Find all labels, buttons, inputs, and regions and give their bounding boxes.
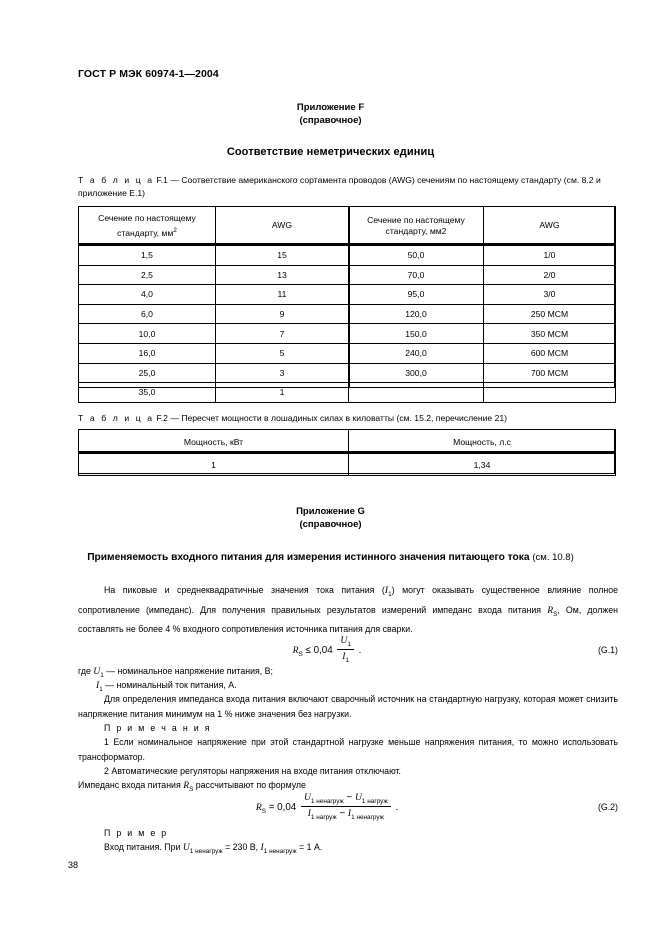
table-f1-cell [484, 383, 616, 403]
table-f1-cell: 70,0 [349, 265, 484, 285]
table-f2-caption-label: Т а б л и ц а [78, 413, 155, 423]
annex-g-name: Приложение G [296, 506, 365, 517]
where-i-var: I [96, 680, 100, 691]
where-u-var: U [93, 666, 101, 677]
formula-g1-operator: ≤ [305, 645, 311, 656]
where-u-symbol [93, 666, 104, 677]
example-i-symbol [261, 842, 297, 853]
formula-g2-num-right-var: U [354, 792, 362, 803]
table-f1-cell: 15 [216, 246, 349, 266]
example-u-var: U [182, 842, 190, 853]
where-u-text: — номинальное напряжение питания, В; [106, 666, 273, 676]
example-heading-row [78, 826, 618, 841]
formula-g1-numerator [337, 635, 354, 650]
formula-g2-row [78, 793, 618, 827]
table-f1-caption [78, 174, 618, 199]
table-f1-cell: 1 [216, 383, 349, 403]
formula-g2-den-op: − [339, 807, 346, 819]
paragraph-1-part-c: , Ом, должен составлять не более 4 % входного сопротивления источника питания для сварки. [78, 604, 618, 634]
table-f1-cell: 7 [216, 324, 349, 344]
example-i-sub: 1 ненагруж [263, 847, 297, 855]
table-f2-cell: 1 [79, 454, 349, 476]
table-f1-cell: 95,0 [349, 285, 484, 305]
table-f1-row [79, 304, 616, 324]
where-i-symbol [96, 680, 103, 691]
notes-heading-row [78, 721, 618, 736]
table-f2-caption [78, 412, 618, 425]
impedance-intro-a: Импеданс входа питания [78, 780, 184, 790]
note-1 [78, 735, 618, 764]
formula-g2-lhs-sub: S [261, 807, 266, 815]
table-f1-header-cell-0 [79, 207, 216, 246]
annex-g-title [0, 552, 661, 563]
impedance-rs-symbol: $R_S$ [183, 780, 194, 793]
formula-g2-fraction [301, 792, 391, 821]
table-f1-cell: 4,0 [79, 285, 216, 305]
table-f1-row [79, 324, 616, 344]
table-f1-cell: 1,5 [79, 246, 216, 266]
formula-g2-num-left-var: U [303, 792, 311, 803]
formula-g2-numerator [301, 792, 391, 807]
formula-g2-lhs-var: R [255, 802, 262, 813]
annex-f-title: Соответствие неметрических единиц [226, 146, 435, 158]
table-f1-header-superscript: 2 [173, 226, 177, 234]
annex-f-name: Приложение F [296, 102, 365, 113]
table-f1-row [79, 363, 616, 383]
formula-g2-den-right-var: I [347, 807, 352, 819]
formula-g2-expression [256, 793, 398, 822]
example-text-a: Вход питания. При [104, 842, 183, 852]
formula-g1-denominator [337, 650, 354, 664]
table-f1-cell: 35,0 [79, 383, 216, 403]
formula-g2-trailing: . [395, 802, 399, 813]
formula-g2-lhs [256, 802, 266, 813]
table-f1-caption-label: Т а б л и ц а [78, 175, 155, 185]
paragraph-1-part-b: ) могут оказывать существенное влияние полное сопротивление (импеданс). Для получения правильных результатов измерений импеданс входа питания [78, 585, 618, 615]
table-f1-row [79, 383, 616, 403]
formula-g1-num-var: U [340, 635, 348, 646]
table-f1-cell: 700 MCM [484, 363, 616, 383]
table-f2-caption-text: — Пересчет мощности в лошадиных силах в киловатты (см. 15.2, перечисление 21) [170, 413, 508, 423]
table-f1-cell [349, 383, 484, 403]
table-f1-cell: 13 [216, 265, 349, 285]
formula-g1-number: (G.1) [597, 645, 618, 655]
table-f1-cell: 11 [216, 285, 349, 305]
formula-g1-body [78, 636, 576, 665]
table-f1-cell: 25,0 [79, 363, 216, 383]
annex-g-paragraph-1 [78, 583, 618, 637]
formula-g2-number: (G.2) [597, 802, 618, 812]
formula-g2-num-left-sub: 1 ненагруж [310, 797, 344, 805]
formula-g1-den-sub: 1 [345, 656, 350, 664]
table-f1-cell: 600 MCM [484, 343, 616, 363]
table-f1-cell: 10,0 [79, 324, 216, 344]
annex-f-kind: (справочное) [299, 115, 362, 126]
example-u-value: = 230 В, [222, 842, 261, 852]
table-f1-center-divider [348, 206, 350, 388]
where-i-sub: 1 [99, 685, 103, 693]
example-heading: П р и м е р [104, 828, 168, 838]
formula-g1-lhs-var: R [292, 645, 299, 656]
table-f1-cell: 3 [216, 363, 349, 383]
example-i-value: = 1 А. [296, 842, 323, 852]
table-f1-header-rule [78, 243, 615, 245]
table-f1-cell: 3/0 [484, 285, 616, 305]
table-f1-cell: 120,0 [349, 304, 484, 324]
annex-g-kind: (справочное) [299, 519, 362, 530]
annex-g-title-ref: (см. 10.8) [532, 552, 574, 563]
symbol-i1: $I_1$ [384, 585, 392, 598]
example-u-symbol [183, 842, 223, 853]
symbol-rs: $R_S$ [547, 604, 558, 618]
table-f1-row [79, 343, 616, 363]
table-f1-cell: 1/0 [484, 246, 616, 266]
table-f1-cell: 150,0 [349, 324, 484, 344]
notes-heading: П р и м е ч а н и я [104, 723, 212, 733]
table-f1-row [79, 246, 616, 266]
table-f1-header-text-0: Сечение по настоящему стандарту, мм [98, 213, 196, 238]
table-f1-cell: 240,0 [349, 343, 484, 363]
formula-g1-trailing: . [358, 645, 362, 656]
page-number: 38 [68, 860, 79, 870]
table-f1-cell: 5 [216, 343, 349, 363]
where-intro: где [78, 666, 91, 676]
formula-g2-den-left-var: I [307, 807, 311, 819]
example-i-var: I [260, 842, 264, 853]
formula-g2-den-right-sub: 1 ненагруж [351, 813, 384, 821]
formula-g1-num-sub: 1 [347, 640, 351, 648]
impedance-intro-b: рассчитывают по формуле [193, 780, 306, 790]
formula-g2-body [78, 793, 576, 822]
table-f1 [78, 206, 616, 403]
table-f1-caption-number: F.1 [156, 175, 168, 185]
example-u-sub: 1 ненагруж [189, 847, 223, 855]
formula-g2-num-right-sub: 1 нагруж [361, 797, 388, 805]
table-f2-header-cell-0: Мощность, кВт [79, 430, 349, 454]
table-f2-cell: 1,34 [349, 454, 616, 476]
table-f1-row [79, 265, 616, 285]
formula-g1-lhs [293, 645, 303, 656]
formula-g2-denominator [301, 807, 391, 821]
document-header: ГОСТ Р МЭК 60974-1—2004 [78, 68, 219, 80]
table-f1-header-cell-3: AWG [484, 207, 616, 246]
table-f1-cell: 50,0 [349, 246, 484, 266]
table-f1-header-cell-1: AWG [216, 207, 349, 246]
table-f2-header-cell-1: Мощность, л.с [349, 430, 616, 454]
table-f1-cell: 9 [216, 304, 349, 324]
table-f1-cell: 350 MCM [484, 324, 616, 344]
note-1-text: 1 Если номинальное напряжение при этой стандартной нагрузке меньше напряжения питания, то можно использовать трансформатор. [78, 737, 618, 762]
note-2-text: 2 Автоматические регуляторы напряжения на входе питания отключают. [104, 766, 401, 776]
annex-g-title-text: Применяемость входного питания для измерения истинного значения питающего тока [87, 552, 530, 563]
annex-g-paragraph-2 [78, 692, 618, 721]
table-f2-header-row [79, 430, 616, 454]
formula-g2-coefficient: 0,04 [277, 802, 297, 813]
formula-g1-expression [293, 636, 362, 665]
table-f1-cell: 6,0 [79, 304, 216, 324]
table-f2-row [79, 454, 616, 476]
formula-g1-coefficient: 0,04 [313, 645, 333, 656]
formula-g1-lhs-sub: S [298, 650, 303, 658]
table-f1-cell: 300,0 [349, 363, 484, 383]
formula-g1-den-var: I [342, 650, 346, 662]
table-f2-header-rule [78, 451, 615, 453]
formula-g2-den-left-sub: 1 нагруж [310, 813, 337, 821]
note-2 [78, 764, 618, 779]
where-i-text: — номинальный ток питания, А. [105, 680, 237, 690]
annex-g-heading [0, 505, 661, 531]
table-f2-caption-number: F.2 [156, 413, 168, 423]
formula-g2-operator: = [268, 802, 275, 813]
table-f1-caption-text: — Соответствие американского сортамента проводов (AWG) сечениям по настоящему стандарту (см. 8.2 и приложение Е.1) [78, 175, 601, 198]
table-f1-cell: 2/0 [484, 265, 616, 285]
table-f1-header-cell-2: Сечение по настоящему стандарту, мм2 [349, 207, 484, 246]
table-f1-cell: 2,5 [79, 265, 216, 285]
formula-g2-num-op: − [346, 792, 353, 803]
paragraph-2-text: Для определения импеданса входа питания включают сварочный источник на стандартную нагрузку, которая может снизить напряжение питания минимум на 1 % ниже значения без нагрузки. [78, 694, 618, 719]
example-body [78, 840, 618, 860]
where-u-sub: 1 [100, 671, 104, 679]
paragraph-1-part-a: На пиковые и среднеквадратичные значения тока питания ( [104, 585, 385, 595]
table-f1-row [79, 285, 616, 305]
formula-g1-fraction [337, 635, 354, 664]
table-f1-cell: 250 MCM [484, 304, 616, 324]
annex-f-heading [0, 101, 661, 127]
table-f1-cell: 16,0 [79, 343, 216, 363]
table-f1-header-row [79, 207, 616, 246]
